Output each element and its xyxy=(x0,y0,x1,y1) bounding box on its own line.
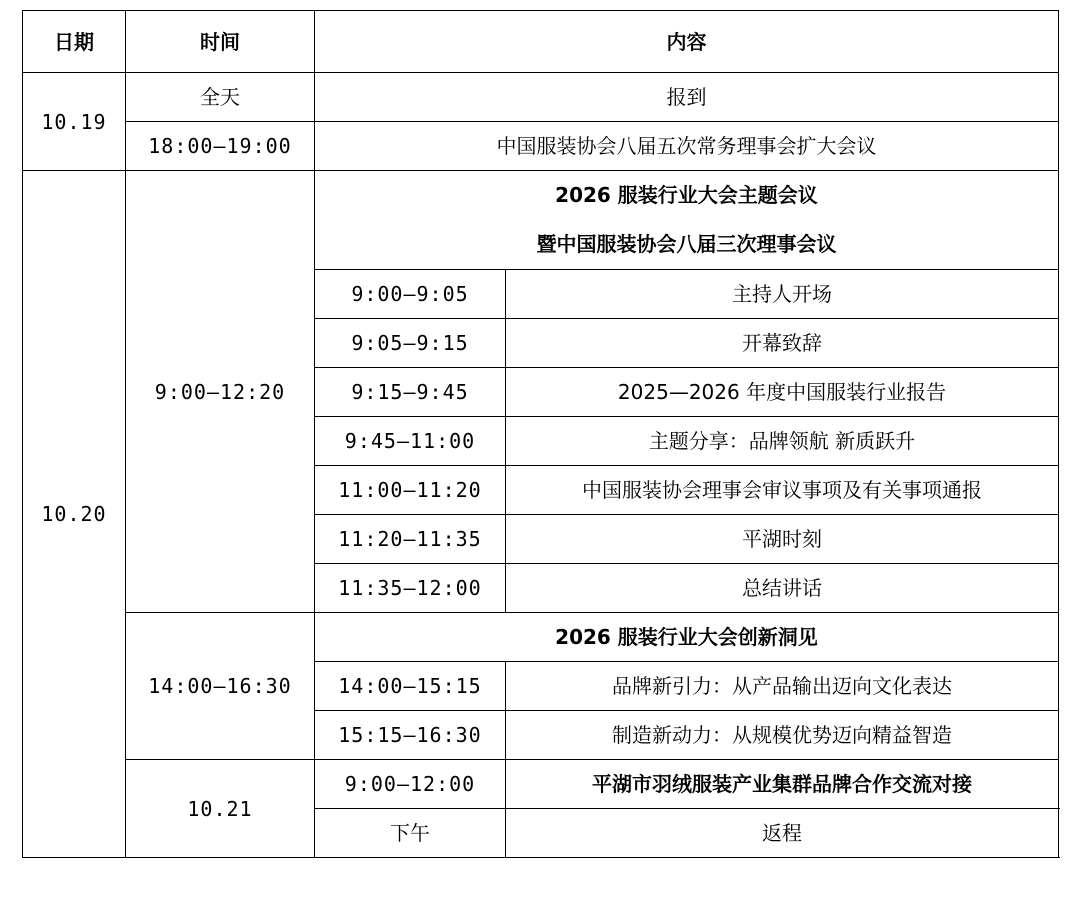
sub-time-cell: 9:05—9:15 xyxy=(315,319,506,368)
table-row xyxy=(23,760,1059,809)
sub-time-cell: 11:35—12:00 xyxy=(315,564,506,613)
sub-content-cell: 2025—2026 年度中国服装行业报告 xyxy=(506,368,1059,417)
header-time: 时间 xyxy=(126,11,315,73)
sub-content-cell: 开幕致辞 xyxy=(506,319,1059,368)
session-title-line: 暨中国服装协会八届三次理事会议 xyxy=(536,232,837,256)
sub-content-cell: 总结讲话 xyxy=(506,564,1059,613)
sub-time-cell: 11:20—11:35 xyxy=(315,515,506,564)
header-row xyxy=(23,11,1059,73)
time-cell: 全天 xyxy=(126,73,315,122)
header-content: 内容 xyxy=(315,11,1059,73)
content-cell: 返程 xyxy=(506,809,1059,858)
session-title xyxy=(315,171,1059,270)
sub-content-cell: 主题分享：品牌领航 新质跃升 xyxy=(506,417,1059,466)
date-cell: 10.20 xyxy=(23,171,126,858)
session-title: 2026 服装行业大会创新洞见 xyxy=(315,613,1059,662)
sub-content-cell: 品牌新引力：从产品输出迈向文化表达 xyxy=(506,662,1059,711)
sub-time-cell: 9:15—9:45 xyxy=(315,368,506,417)
sub-time-cell: 11:00—11:20 xyxy=(315,466,506,515)
time-cell: 14:00—16:30 xyxy=(126,613,315,760)
sub-time-cell: 14:00—15:15 xyxy=(315,662,506,711)
time-cell: 18:00—19:00 xyxy=(126,122,315,171)
time-cell: 9:00—12:00 xyxy=(315,760,506,809)
sub-time-cell: 9:45—11:00 xyxy=(315,417,506,466)
table-row xyxy=(23,122,1059,171)
date-cell: 10.21 xyxy=(126,760,315,858)
content-cell: 平湖市羽绒服装产业集群品牌合作交流对接 xyxy=(506,760,1059,809)
sub-time-cell: 9:00—9:05 xyxy=(315,270,506,319)
table-row xyxy=(23,171,1059,270)
content-cell: 中国服装协会八届五次常务理事会扩大会议 xyxy=(315,122,1059,171)
content-cell: 报到 xyxy=(315,73,1059,122)
date-cell: 10.19 xyxy=(23,73,126,171)
table-row xyxy=(23,613,1059,662)
schedule-table xyxy=(22,10,1059,858)
sub-content-cell: 中国服装协会理事会审议事项及有关事项通报 xyxy=(506,466,1059,515)
header-date: 日期 xyxy=(23,11,126,73)
sub-content-cell: 主持人开场 xyxy=(506,270,1059,319)
sub-time-cell: 15:15—16:30 xyxy=(315,711,506,760)
time-cell: 9:00—12:20 xyxy=(126,171,315,613)
sub-content-cell: 制造新动力：从规模优势迈向精益智造 xyxy=(506,711,1059,760)
sub-content-cell: 平湖时刻 xyxy=(506,515,1059,564)
session-title-line: 2026 服装行业大会主题会议 xyxy=(555,183,818,207)
time-cell: 下午 xyxy=(315,809,506,858)
table-row xyxy=(23,73,1059,122)
